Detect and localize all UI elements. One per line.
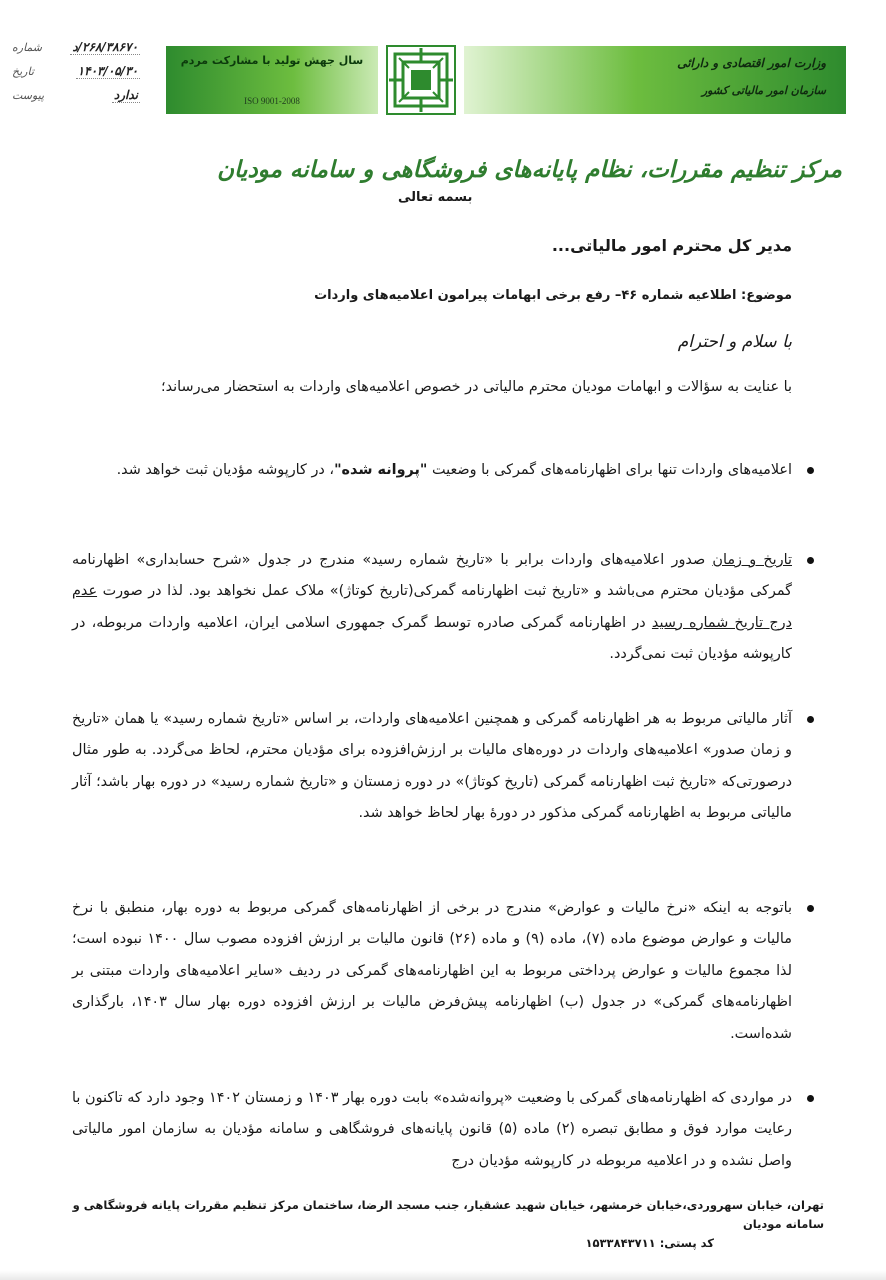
bismillah: بسمه تعالی	[398, 190, 473, 205]
year-slogan: سال جهش تولید با مشارکت مردم	[180, 54, 364, 67]
footer-postal-code: کد پستی: ۱۵۳۳۸۴۳۷۱۱	[585, 1236, 714, 1250]
bullet-item-3: آثار مالیاتی مربوط به هر اظهارنامه گمرکی و همچنین اعلامیه‌های واردات، بر اساس «تاریخ شماره رسید» یا همان «تاریخ و زمان صدور» اعلامیه‌های واردات در دوره‌های مالیات بر ارزش‌افزوده برای مؤدیان محترم، لحاظ می‌گردد. به طور مثال درصورتی‌که «تاریخ ثبت اظهارنامه گمرکی (تاریخ کوتاژ)» در دوره زمستان و «تاریخ شماره رسید» در دوره بهار باشد؛ آثار مالیاتی مربوط به اظهارنامه گمرکی مذکور در دورهٔ بهار لحاظ خواهد شد.	[72, 704, 792, 830]
letter-meta	[12, 40, 140, 112]
bullet-item-2	[72, 545, 792, 671]
bullet-2-text-b: در اظهارنامه گمرکی صادره توسط گمرک جمهوری اسلامی ایران، اعلامیه واردات مربوطه، در کارپوشه مؤدیان ثبت نمی‌گردد.	[72, 614, 792, 663]
intro-paragraph: با عنایت به سؤالات و ابهامات مودیان محترم مالیاتی در خصوص اعلامیه‌های واردات به استحضار می‌رساند؛	[161, 379, 792, 395]
bullet-item-1	[72, 455, 792, 486]
letter-date-label: تاریخ	[12, 65, 34, 78]
bullet-item-4: باتوجه به اینکه «نرخ مالیات و عوارض» مندرج در برخی از اظهارنامه‌های گمرکی مربوط به دوره بهار، منطبق با نرخ مالیات و عوارض موضوع ماده (۷)، ماده (۹) و ماده (۲۶) قانون مالیات بر ارزش افزوده مصوب سال ۱۴۰۰ نبوده است؛ لذا مجموع مالیات و عوارض پرداختی مربوط به این اظهارنامه‌های گمرکی در ردیف «سایر اعلامیه‌های واردات مبتنی بر اظهارنامه‌های گمرکی» در جدول (ب) اظهارنامه پیش‌فرض مالیات بر ارزش افزوده دوره بهار سال ۱۴۰۳، بارگذاری شده‌است.	[72, 893, 792, 1050]
bullet-1-text-b: ، در کارپوشه مؤدیان ثبت خواهد شد.	[116, 462, 335, 478]
ministry-band	[464, 46, 846, 114]
meta-date-row	[12, 64, 140, 88]
letter-date: ۱۴۰۳/۰۵/۳۰	[77, 64, 138, 78]
slogan-band	[166, 46, 378, 114]
addressee: مدیر کل محترم امور مالیاتی...	[551, 236, 792, 255]
ministry-name: وزارت امور اقتصادی و دارائی	[677, 56, 826, 70]
meta-number-row	[12, 40, 140, 64]
center-title: مرکز تنظیم مقررات، نظام پایانه‌های فروشگاهی و سامانه مودیان	[217, 156, 842, 183]
bullet-item-5: در مواردی که اظهارنامه‌های گمرکی با وضعیت «پروانه‌شده» بابت دوره بهار ۱۴۰۳ و زمستان ۱۴۰۲ وجود دارد که تاکنون با رعایت موارد فوق و مطابق تبصره (۲) ماده (۵) قانون پایانه‌های فروشگاهی و سامانه مؤدیان به سازمان امور مالیاتی واصل نشده و در اعلامیه مربوطه در کارپوشه مؤدیان درج	[72, 1083, 792, 1177]
ministry-name-block	[677, 56, 826, 97]
bullet-1-text-a: اعلامیه‌های واردات تنها برای اظهارنامه‌های گمرکی با وضعیت	[427, 462, 792, 478]
page-edge	[0, 1270, 886, 1280]
greeting: با سلام و احترام	[677, 332, 792, 352]
meta-attachment-row	[12, 88, 140, 112]
footer-address-block	[64, 1196, 824, 1253]
letter-attachment: ندارد	[113, 88, 138, 102]
letter-attachment-label: پیوست	[12, 89, 45, 102]
bullet-2-text-a: صدور اعلامیه‌های واردات برابر با «تاریخ شماره رسید» مندرج در جدول «شرح حسابداری» اظهارنامه گمرکی مؤدیان محترم می‌باشد و «تاریخ ثبت اظهارنامه گمرکی(تاریخ کوتاژ)» ملاک عمل نخواهد بود. لذا در صورت	[72, 552, 792, 600]
bullet-1-bold: "پروانه شده"	[334, 462, 428, 478]
letter-number-label: شماره	[12, 41, 43, 54]
organization-name: سازمان امور مالیاتی کشور	[701, 84, 826, 97]
bullet-2-underline-a: تاریخ و زمان	[712, 552, 792, 568]
bullet-2-underline-b: عدم درج تاریخ شماره رسید	[72, 583, 792, 631]
letter-number: ۲۶۸/۳۸۶۷۰/د	[72, 40, 138, 54]
iso-certificate: ISO 9001-2008	[244, 96, 300, 106]
subject-line: موضوع: اطلاعیه شماره ۴۶– رفع برخی ابهامات پیرامون اعلامیه‌های واردات	[314, 288, 792, 303]
footer-address: تهران، خیابان سهروردی،خیابان خرمشهر، خیابان شهید عشقیار، جنب مسجد الرضا، ساختمان مرکز تنظیم مقررات پایانه فروشگاهی و سامانه مودیان	[72, 1198, 824, 1231]
tax-organization-emblem-icon	[385, 44, 457, 116]
